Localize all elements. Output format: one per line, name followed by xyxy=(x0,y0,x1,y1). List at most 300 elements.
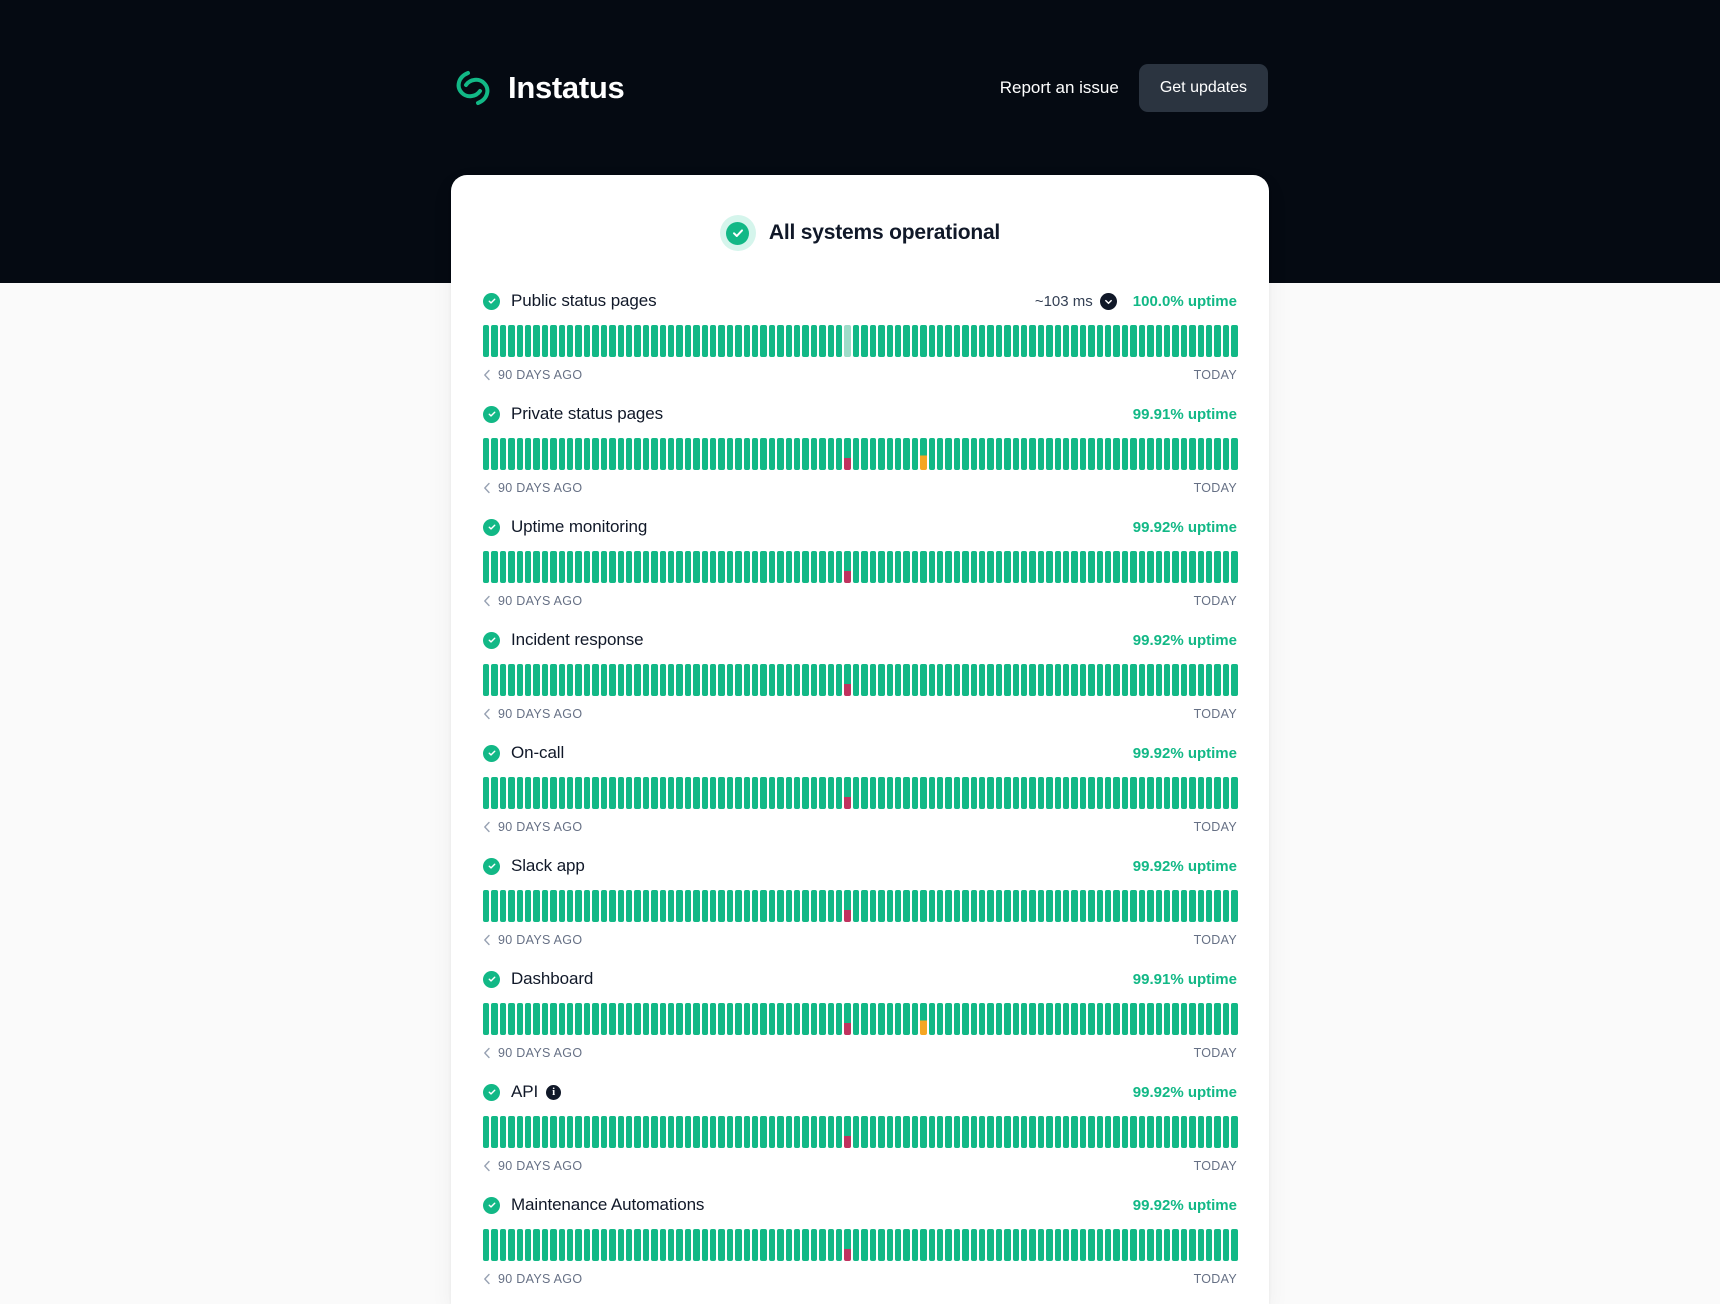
uptime-tick[interactable] xyxy=(559,1116,565,1148)
uptime-tick[interactable] xyxy=(626,551,632,583)
uptime-tick[interactable] xyxy=(735,1003,741,1035)
uptime-tick[interactable] xyxy=(836,890,842,922)
uptime-tick[interactable] xyxy=(1113,1003,1119,1035)
uptime-tick[interactable] xyxy=(1113,438,1119,470)
uptime-tick[interactable] xyxy=(836,1229,842,1261)
previous-period-button[interactable] xyxy=(483,594,582,608)
uptime-tick[interactable] xyxy=(525,1229,531,1261)
uptime-tick[interactable] xyxy=(903,325,909,357)
uptime-tick[interactable] xyxy=(1038,664,1044,696)
uptime-tick[interactable] xyxy=(634,890,640,922)
uptime-tick[interactable] xyxy=(954,438,960,470)
previous-period-button[interactable] xyxy=(483,368,582,382)
uptime-tick[interactable] xyxy=(1071,438,1077,470)
uptime-tick[interactable] xyxy=(483,1229,489,1261)
uptime-tick[interactable] xyxy=(1004,664,1010,696)
uptime-tick[interactable] xyxy=(542,1116,548,1148)
uptime-tick[interactable] xyxy=(626,438,632,470)
uptime-tick[interactable] xyxy=(1097,890,1103,922)
uptime-tick[interactable] xyxy=(668,325,674,357)
uptime-tick[interactable] xyxy=(1181,1229,1187,1261)
uptime-tick[interactable] xyxy=(853,664,859,696)
uptime-tick[interactable] xyxy=(878,1003,884,1035)
uptime-tick[interactable] xyxy=(1122,551,1128,583)
uptime-tick[interactable] xyxy=(491,1116,497,1148)
uptime-tick[interactable] xyxy=(996,438,1002,470)
uptime-tick[interactable] xyxy=(887,325,893,357)
uptime-tick[interactable] xyxy=(1021,325,1027,357)
uptime-tick[interactable] xyxy=(1038,1116,1044,1148)
uptime-tick[interactable] xyxy=(1206,1003,1212,1035)
uptime-tick[interactable] xyxy=(567,777,573,809)
uptime-tick[interactable] xyxy=(483,890,489,922)
uptime-tick[interactable] xyxy=(1013,1229,1019,1261)
uptime-tick[interactable] xyxy=(1105,1116,1111,1148)
uptime-tick[interactable] xyxy=(861,1229,867,1261)
uptime-tick[interactable] xyxy=(584,777,590,809)
uptime-tick[interactable] xyxy=(1189,1229,1195,1261)
uptime-tick[interactable] xyxy=(500,438,506,470)
uptime-tick[interactable] xyxy=(912,890,918,922)
uptime-tick[interactable] xyxy=(702,438,708,470)
uptime-tick[interactable] xyxy=(609,325,615,357)
uptime-tick[interactable] xyxy=(811,777,817,809)
uptime-tick[interactable] xyxy=(517,325,523,357)
uptime-tick[interactable] xyxy=(575,1116,581,1148)
uptime-tick[interactable] xyxy=(676,325,682,357)
uptime-tick[interactable] xyxy=(760,1116,766,1148)
uptime-tick[interactable] xyxy=(643,777,649,809)
uptime-tick[interactable] xyxy=(786,1229,792,1261)
uptime-tick[interactable] xyxy=(1088,551,1094,583)
uptime-tick[interactable] xyxy=(1130,1003,1136,1035)
uptime-tick[interactable] xyxy=(1198,1116,1204,1148)
uptime-tick[interactable] xyxy=(929,890,935,922)
previous-period-button[interactable] xyxy=(483,1046,582,1060)
uptime-tick[interactable] xyxy=(777,438,783,470)
uptime-tick[interactable] xyxy=(660,438,666,470)
uptime-tick[interactable] xyxy=(660,1003,666,1035)
uptime-tick[interactable] xyxy=(870,664,876,696)
uptime-tick[interactable] xyxy=(542,890,548,922)
uptime-tick[interactable] xyxy=(836,1116,842,1148)
uptime-tick[interactable] xyxy=(844,777,850,809)
uptime-tick[interactable] xyxy=(1147,777,1153,809)
uptime-tick[interactable] xyxy=(895,664,901,696)
uptime-tick[interactable] xyxy=(794,1229,800,1261)
uptime-tick[interactable] xyxy=(996,1116,1002,1148)
uptime-tick[interactable] xyxy=(861,890,867,922)
uptime-tick[interactable] xyxy=(618,664,624,696)
uptime-tick[interactable] xyxy=(718,551,724,583)
uptime-tick[interactable] xyxy=(1231,551,1237,583)
uptime-tick[interactable] xyxy=(853,1003,859,1035)
uptime-tick[interactable] xyxy=(727,1003,733,1035)
uptime-tick[interactable] xyxy=(1021,1003,1027,1035)
uptime-tick[interactable] xyxy=(954,777,960,809)
uptime-tick[interactable] xyxy=(1055,664,1061,696)
uptime-tick[interactable] xyxy=(937,551,943,583)
uptime-tick[interactable] xyxy=(1130,777,1136,809)
uptime-tick[interactable] xyxy=(584,1229,590,1261)
uptime-tick[interactable] xyxy=(769,777,775,809)
uptime-tick[interactable] xyxy=(752,1116,758,1148)
uptime-tick[interactable] xyxy=(819,438,825,470)
uptime-tick[interactable] xyxy=(618,325,624,357)
uptime-tick[interactable] xyxy=(929,1116,935,1148)
uptime-tick[interactable] xyxy=(1113,1116,1119,1148)
uptime-tick[interactable] xyxy=(1038,438,1044,470)
uptime-tick[interactable] xyxy=(1164,325,1170,357)
uptime-tick[interactable] xyxy=(979,325,985,357)
uptime-tick[interactable] xyxy=(685,551,691,583)
uptime-tick[interactable] xyxy=(1004,325,1010,357)
uptime-tick[interactable] xyxy=(676,890,682,922)
uptime-tick[interactable] xyxy=(491,438,497,470)
uptime-tick[interactable] xyxy=(887,438,893,470)
uptime-tick[interactable] xyxy=(1113,890,1119,922)
uptime-tick[interactable] xyxy=(702,551,708,583)
uptime-tick[interactable] xyxy=(1189,1116,1195,1148)
uptime-tick[interactable] xyxy=(735,777,741,809)
uptime-tick[interactable] xyxy=(1223,1003,1229,1035)
uptime-tick[interactable] xyxy=(592,890,598,922)
uptime-tick[interactable] xyxy=(651,1229,657,1261)
uptime-tick[interactable] xyxy=(920,1116,926,1148)
uptime-tick[interactable] xyxy=(903,551,909,583)
uptime-tick[interactable] xyxy=(828,1229,834,1261)
uptime-tick[interactable] xyxy=(1214,1229,1220,1261)
uptime-tick[interactable] xyxy=(954,664,960,696)
uptime-tick[interactable] xyxy=(1198,777,1204,809)
uptime-tick[interactable] xyxy=(1097,325,1103,357)
uptime-tick[interactable] xyxy=(1223,1116,1229,1148)
uptime-tick[interactable] xyxy=(1206,890,1212,922)
uptime-tick[interactable] xyxy=(887,551,893,583)
uptime-tick[interactable] xyxy=(887,1003,893,1035)
uptime-tick[interactable] xyxy=(533,1003,539,1035)
uptime-tick[interactable] xyxy=(1164,890,1170,922)
uptime-tick[interactable] xyxy=(1206,777,1212,809)
uptime-tick[interactable] xyxy=(533,1229,539,1261)
uptime-tick[interactable] xyxy=(1038,1229,1044,1261)
uptime-tick[interactable] xyxy=(1214,1116,1220,1148)
uptime-tick[interactable] xyxy=(685,777,691,809)
uptime-tick[interactable] xyxy=(819,777,825,809)
uptime-tick[interactable] xyxy=(1223,551,1229,583)
uptime-tick[interactable] xyxy=(870,777,876,809)
uptime-tick[interactable] xyxy=(483,664,489,696)
uptime-tick[interactable] xyxy=(920,438,926,470)
uptime-tick[interactable] xyxy=(1113,1229,1119,1261)
uptime-tick[interactable] xyxy=(954,551,960,583)
uptime-tick[interactable] xyxy=(887,1229,893,1261)
uptime-tick[interactable] xyxy=(550,551,556,583)
uptime-tick[interactable] xyxy=(727,438,733,470)
uptime-tick[interactable] xyxy=(508,777,514,809)
uptime-tick[interactable] xyxy=(1088,664,1094,696)
uptime-tick[interactable] xyxy=(1156,777,1162,809)
uptime-tick[interactable] xyxy=(920,777,926,809)
uptime-tick[interactable] xyxy=(1139,325,1145,357)
uptime-tick[interactable] xyxy=(668,664,674,696)
uptime-tick[interactable] xyxy=(1013,325,1019,357)
uptime-tick[interactable] xyxy=(685,890,691,922)
uptime-tick[interactable] xyxy=(491,551,497,583)
uptime-tick[interactable] xyxy=(1097,1116,1103,1148)
uptime-tick[interactable] xyxy=(517,1116,523,1148)
uptime-tick[interactable] xyxy=(491,777,497,809)
uptime-tick[interactable] xyxy=(1097,664,1103,696)
uptime-tick[interactable] xyxy=(508,1229,514,1261)
uptime-tick[interactable] xyxy=(811,325,817,357)
uptime-tick[interactable] xyxy=(954,1116,960,1148)
uptime-tick[interactable] xyxy=(752,664,758,696)
uptime-tick[interactable] xyxy=(819,664,825,696)
uptime-tick[interactable] xyxy=(962,664,968,696)
uptime-tick[interactable] xyxy=(1080,1116,1086,1148)
previous-period-button[interactable] xyxy=(483,481,582,495)
uptime-tick[interactable] xyxy=(702,777,708,809)
uptime-tick[interactable] xyxy=(584,551,590,583)
uptime-tick[interactable] xyxy=(643,325,649,357)
uptime-tick[interactable] xyxy=(1223,438,1229,470)
uptime-tick[interactable] xyxy=(559,777,565,809)
uptime-tick[interactable] xyxy=(1105,890,1111,922)
uptime-tick[interactable] xyxy=(1156,325,1162,357)
uptime-tick[interactable] xyxy=(744,325,750,357)
uptime-tick[interactable] xyxy=(693,1003,699,1035)
report-issue-link[interactable]: Report an issue xyxy=(999,78,1119,97)
uptime-tick[interactable] xyxy=(760,551,766,583)
previous-period-button[interactable] xyxy=(483,933,582,947)
uptime-tick[interactable] xyxy=(996,551,1002,583)
uptime-tick[interactable] xyxy=(517,438,523,470)
uptime-tick[interactable] xyxy=(752,1229,758,1261)
uptime-tick[interactable] xyxy=(870,438,876,470)
uptime-tick[interactable] xyxy=(1021,777,1027,809)
uptime-tick[interactable] xyxy=(517,1003,523,1035)
info-icon[interactable]: i xyxy=(546,1085,561,1100)
uptime-tick[interactable] xyxy=(962,325,968,357)
uptime-tick[interactable] xyxy=(979,438,985,470)
uptime-tick[interactable] xyxy=(1038,1003,1044,1035)
uptime-tick[interactable] xyxy=(870,890,876,922)
uptime-tick[interactable] xyxy=(903,664,909,696)
uptime-tick[interactable] xyxy=(828,325,834,357)
uptime-tick[interactable] xyxy=(912,438,918,470)
uptime-tick[interactable] xyxy=(996,1229,1002,1261)
uptime-tick[interactable] xyxy=(626,664,632,696)
uptime-tick[interactable] xyxy=(533,777,539,809)
uptime-tick[interactable] xyxy=(937,1229,943,1261)
uptime-tick[interactable] xyxy=(1055,325,1061,357)
uptime-tick[interactable] xyxy=(979,551,985,583)
uptime-tick[interactable] xyxy=(601,1116,607,1148)
uptime-tick[interactable] xyxy=(895,1229,901,1261)
uptime-tick[interactable] xyxy=(1004,1229,1010,1261)
uptime-tick[interactable] xyxy=(1122,890,1128,922)
uptime-tick[interactable] xyxy=(559,664,565,696)
uptime-tick[interactable] xyxy=(567,551,573,583)
uptime-tick[interactable] xyxy=(1198,551,1204,583)
uptime-tick[interactable] xyxy=(929,1229,935,1261)
uptime-tick[interactable] xyxy=(971,664,977,696)
uptime-tick[interactable] xyxy=(1172,890,1178,922)
uptime-tick[interactable] xyxy=(987,890,993,922)
uptime-tick[interactable] xyxy=(685,325,691,357)
uptime-tick[interactable] xyxy=(836,777,842,809)
uptime-tick[interactable] xyxy=(1021,890,1027,922)
uptime-tick[interactable] xyxy=(954,890,960,922)
uptime-tick[interactable] xyxy=(702,1116,708,1148)
uptime-tick[interactable] xyxy=(718,1003,724,1035)
uptime-tick[interactable] xyxy=(954,325,960,357)
uptime-tick[interactable] xyxy=(962,551,968,583)
uptime-tick[interactable] xyxy=(550,1003,556,1035)
uptime-tick[interactable] xyxy=(971,438,977,470)
uptime-tick[interactable] xyxy=(567,664,573,696)
uptime-tick[interactable] xyxy=(1156,664,1162,696)
uptime-tick[interactable] xyxy=(1046,551,1052,583)
uptime-tick[interactable] xyxy=(794,1003,800,1035)
uptime-tick[interactable] xyxy=(962,890,968,922)
uptime-tick[interactable] xyxy=(920,664,926,696)
uptime-tick[interactable] xyxy=(533,325,539,357)
uptime-tick[interactable] xyxy=(853,325,859,357)
uptime-tick[interactable] xyxy=(676,664,682,696)
uptime-tick[interactable] xyxy=(618,551,624,583)
uptime-tick[interactable] xyxy=(853,1116,859,1148)
uptime-tick[interactable] xyxy=(727,1116,733,1148)
uptime-tick[interactable] xyxy=(971,890,977,922)
uptime-tick[interactable] xyxy=(1013,551,1019,583)
uptime-tick[interactable] xyxy=(517,777,523,809)
uptime-tick[interactable] xyxy=(979,1116,985,1148)
uptime-tick[interactable] xyxy=(718,664,724,696)
uptime-tick[interactable] xyxy=(685,438,691,470)
uptime-tick[interactable] xyxy=(887,1116,893,1148)
uptime-tick[interactable] xyxy=(828,664,834,696)
uptime-tick[interactable] xyxy=(483,777,489,809)
uptime-tick[interactable] xyxy=(1046,1116,1052,1148)
uptime-tick[interactable] xyxy=(710,325,716,357)
brand[interactable] xyxy=(452,67,624,109)
uptime-tick[interactable] xyxy=(1046,325,1052,357)
uptime-tick[interactable] xyxy=(584,664,590,696)
uptime-tick[interactable] xyxy=(575,325,581,357)
uptime-tick[interactable] xyxy=(592,1229,598,1261)
uptime-tick[interactable] xyxy=(1088,1229,1094,1261)
uptime-tick[interactable] xyxy=(811,664,817,696)
uptime-tick[interactable] xyxy=(1164,777,1170,809)
uptime-tick[interactable] xyxy=(760,1003,766,1035)
uptime-tick[interactable] xyxy=(1147,325,1153,357)
uptime-tick[interactable] xyxy=(811,1116,817,1148)
uptime-tick[interactable] xyxy=(1122,664,1128,696)
uptime-tick[interactable] xyxy=(979,777,985,809)
uptime-tick[interactable] xyxy=(491,1003,497,1035)
uptime-tick[interactable] xyxy=(702,1003,708,1035)
uptime-tick[interactable] xyxy=(945,1229,951,1261)
uptime-tick[interactable] xyxy=(996,325,1002,357)
uptime-tick[interactable] xyxy=(643,664,649,696)
uptime-tick[interactable] xyxy=(609,1003,615,1035)
uptime-tick[interactable] xyxy=(920,1003,926,1035)
uptime-tick[interactable] xyxy=(1172,1116,1178,1148)
uptime-tick[interactable] xyxy=(634,664,640,696)
uptime-tick[interactable] xyxy=(887,890,893,922)
uptime-tick[interactable] xyxy=(878,890,884,922)
uptime-tick[interactable] xyxy=(643,1229,649,1261)
uptime-tick[interactable] xyxy=(525,1003,531,1035)
uptime-tick[interactable] xyxy=(1181,551,1187,583)
uptime-tick[interactable] xyxy=(483,1003,489,1035)
uptime-tick[interactable] xyxy=(1055,890,1061,922)
uptime-tick[interactable] xyxy=(1088,325,1094,357)
uptime-tick[interactable] xyxy=(945,438,951,470)
uptime-tick[interactable] xyxy=(861,1116,867,1148)
uptime-tick[interactable] xyxy=(912,1116,918,1148)
uptime-tick[interactable] xyxy=(500,777,506,809)
uptime-tick[interactable] xyxy=(1139,664,1145,696)
uptime-tick[interactable] xyxy=(844,325,850,357)
uptime-tick[interactable] xyxy=(643,438,649,470)
uptime-tick[interactable] xyxy=(962,438,968,470)
uptime-tick[interactable] xyxy=(912,551,918,583)
uptime-tick[interactable] xyxy=(878,777,884,809)
uptime-tick[interactable] xyxy=(575,438,581,470)
uptime-tick[interactable] xyxy=(1181,777,1187,809)
uptime-tick[interactable] xyxy=(1013,777,1019,809)
uptime-tick[interactable] xyxy=(1071,1003,1077,1035)
uptime-tick[interactable] xyxy=(828,1116,834,1148)
uptime-tick[interactable] xyxy=(1071,1229,1077,1261)
uptime-tick[interactable] xyxy=(811,438,817,470)
uptime-tick[interactable] xyxy=(1130,325,1136,357)
uptime-tick[interactable] xyxy=(710,551,716,583)
uptime-tick[interactable] xyxy=(1063,438,1069,470)
uptime-tick[interactable] xyxy=(685,1229,691,1261)
uptime-tick[interactable] xyxy=(744,438,750,470)
uptime-tick[interactable] xyxy=(1063,664,1069,696)
uptime-tick[interactable] xyxy=(1046,1229,1052,1261)
uptime-tick[interactable] xyxy=(702,890,708,922)
uptime-tick[interactable] xyxy=(912,777,918,809)
uptime-tick[interactable] xyxy=(601,438,607,470)
uptime-tick[interactable] xyxy=(1198,890,1204,922)
uptime-tick[interactable] xyxy=(878,664,884,696)
uptime-tick[interactable] xyxy=(710,777,716,809)
uptime-tick[interactable] xyxy=(937,664,943,696)
uptime-tick[interactable] xyxy=(575,777,581,809)
uptime-tick[interactable] xyxy=(693,1229,699,1261)
uptime-tick[interactable] xyxy=(626,1229,632,1261)
uptime-tick[interactable] xyxy=(1198,325,1204,357)
uptime-tick[interactable] xyxy=(752,438,758,470)
uptime-tick[interactable] xyxy=(929,1003,935,1035)
uptime-tick[interactable] xyxy=(1063,551,1069,583)
uptime-tick[interactable] xyxy=(937,325,943,357)
uptime-tick[interactable] xyxy=(592,664,598,696)
uptime-tick[interactable] xyxy=(1038,890,1044,922)
uptime-tick[interactable] xyxy=(844,1003,850,1035)
uptime-tick[interactable] xyxy=(1088,890,1094,922)
uptime-tick[interactable] xyxy=(1004,438,1010,470)
uptime-tick[interactable] xyxy=(668,890,674,922)
uptime-tick[interactable] xyxy=(693,777,699,809)
uptime-tick[interactable] xyxy=(987,777,993,809)
